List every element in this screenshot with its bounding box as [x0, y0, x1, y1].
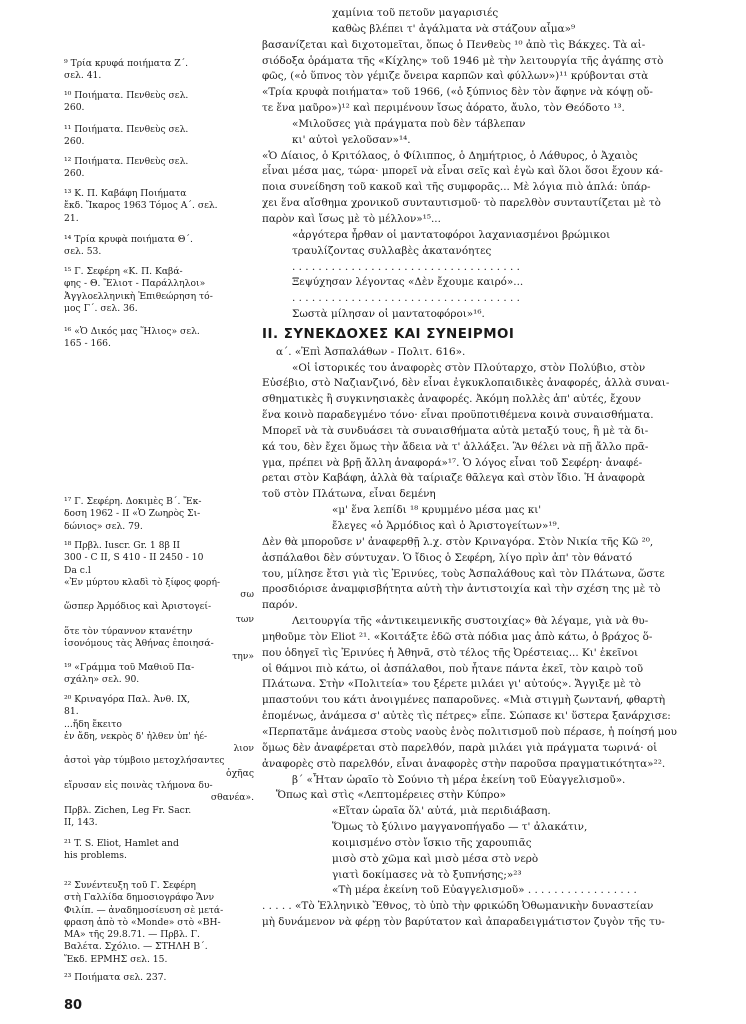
footnote-line: ὥσπερ Ἁρμόδιος καὶ Ἀριστογεί-	[64, 601, 212, 613]
footnote-line: Φιλίπ. — ἀναδημοσίευση σὲ μετά-	[64, 904, 224, 916]
footnote-line: φης - Θ. Ἔλιοτ - Παράλληλοι»	[64, 278, 206, 290]
footnote	[64, 266, 254, 315]
footnote-line: των	[235, 613, 254, 625]
text-line: οἱ θάμνοι πιὸ κάτω, οἱ ἀσπάλαθοι, ποὺ ἦτανε πάντα ἐκεῖ, τὸν καιρὸ τοῦ	[262, 662, 644, 675]
text-line: φῶς, («ὁ ὕπνος τὸν γέμιζε ὄνειρα καρπῶν καὶ φύλλων»)¹¹ κρύβονται στὰ	[262, 70, 649, 83]
footnote-line: ²³ Ποιήματα σελ. 237.	[64, 972, 167, 983]
text-line: «Ὁ Δίαιος, ὁ Κριτόλαος, ὁ Φίλιππος, ὁ Δημήτριος, ὁ Λάθυρος, ὁ Ἀχαιὸς	[262, 149, 638, 162]
footnote-line: φραση ἀπὸ τὸ «Monde» στὸ «ΒΗ-	[64, 916, 221, 928]
footnote	[64, 880, 254, 966]
text-line: τραυλίζοντας συλλαβὲς ἀκατανόητες	[292, 244, 492, 257]
text-line: . . . . . . . . . . . . . . . . . . . . . . . . . . . . . . . . . . .	[292, 292, 520, 305]
text-line: τε ἕνα μαῦρο»)¹² καὶ περιμένουν ἴσως ἀόρατο, ἄυλο, τὸν Θεόδοτο ¹³.	[262, 102, 625, 115]
footnote-line: ...ἤδη ἔκειτο	[64, 718, 122, 730]
footnote-line: ¹⁸ Πρβλ. Iuscr. Gr. 1 8β ΙΙ	[64, 540, 180, 551]
section-heading: II. ΣΥΝΕΚΔΟΧΕΣ ΚΑΙ ΣΥΝΕΙΡΜΟΙ	[262, 326, 515, 342]
footnote	[64, 58, 254, 83]
footnote-line: ²¹ T. S. Eliot, Hamlet and	[64, 838, 179, 849]
text-line: «Τὴ μέρα ἐκείνη τοῦ Εὐαγγελισμοῦ» . . . . . . . . . . . . . . . . .	[332, 884, 637, 897]
footnote-line: II, 143.	[64, 816, 98, 828]
text-line: κι' αὐτοὶ γελοῦσαν»¹⁴.	[292, 133, 411, 146]
footnote	[64, 156, 254, 181]
footnote-line: σελ. 53.	[64, 246, 102, 258]
text-line: ρεται στὸν Καβάφη, ἀλλὰ θὰ ταίριαζε θᾶλεγα καὶ στὸν ἴδιο. Ἡ ἀναφορὰ	[262, 472, 645, 485]
footnote-line: την»	[232, 650, 254, 662]
text-line: «μ' ἕνα λεπίδι ¹⁸ κρυμμένο μέσα μας κι'	[332, 504, 542, 517]
text-line: Μπορεῖ νὰ τὰ συνδυάσει τὰ συναισθήματα αὐτὰ μεταξύ τους, ἢ μὲ τὰ δι-	[262, 424, 649, 437]
footnote-line: 165 - 166.	[64, 338, 111, 350]
text-line: μπαστούνι του κάτι ἀνοιγμένες παπαροῦνες. «Μιὰ στιγμὴ ζωντανή, φθαρτὴ	[262, 694, 666, 707]
footnote-line: ²⁰ Κριναγόρα Παλ. Ἀνθ. ΙΧ,	[64, 694, 191, 705]
footnote-line: εἴρυσαν εἰς ποινὰς τλήμονα δυ-	[64, 780, 213, 792]
text-line: τοῦ στὸν Πλάτωνα, εἶναι δεμένη	[262, 488, 436, 501]
text-line: Σωστὰ μίλησαν οἱ μαντατοφόροι»¹⁶.	[292, 308, 485, 321]
footnote-line: σθανέα».	[210, 792, 254, 804]
footnote	[64, 838, 254, 863]
text-line: β΄ «Ἦταν ὡραῖο τὸ Σούνιο τὴ μέρα ἐκείνη τοῦ Εὐαγγελισμοῦ».	[292, 773, 626, 786]
footnote	[64, 694, 254, 829]
text-line: «Περπατᾶμε ἀνάμεσα στοὺς ναοὺς ἑνὸς πολιτισμοῦ ποὺ πέρασε, ἡ ποίησή μου	[262, 725, 677, 738]
footnote-line: Ἀγγλοελληνικὴ Ἐπιθεώρηση τό-	[64, 290, 213, 302]
footnote-line: δοση 1962 - ΙΙ «Ὁ Ζωηρὸς Σι-	[64, 508, 201, 520]
text-line: Ὅμως τὸ ξύλινο μαγγανοπήγαδο — τ' ἀλακάτιν,	[332, 821, 588, 834]
text-line: «ἀργότερα ἦρθαν οἱ μαντατοφόροι λαχανιασμένοι βρώμικοι	[292, 228, 611, 241]
footnote-line: ¹⁶ «Ὁ Δικός μας Ἥλιος» σελ.	[64, 326, 200, 337]
text-line: . . . . . «Τὸ Ἑλληνικὸ Ἔθνος, τὸ ὑπὸ τὴν φρικώδη Ὀθωμανικὴν δυναστείαν	[262, 900, 654, 913]
footnote-line: σχάλη» σελ. 90.	[64, 674, 140, 686]
footnote-line: ΜΑ» τῆς 29.8.71. — Πρβλ. Γ.	[64, 929, 200, 941]
footnote-line: ¹⁹ «Γράμμα τοῦ Μαθιοῦ Πα-	[64, 662, 195, 673]
footnote-line: ¹⁵ Γ. Σεφέρη «Κ. Π. Καβά-	[64, 266, 183, 277]
footnote-line: ἰσονόμους τὰς Ἀθήνας ἐποιησά-	[64, 638, 214, 650]
footnote-line: λιον	[233, 743, 254, 755]
text-line: παρόν.	[262, 599, 298, 612]
text-line: Πλάτωνα. Στὴν «Πολιτεία» του ξέρετε μιλάει γι' αὐτούς». Ἄγγιξε μὲ τὸ	[262, 678, 641, 691]
footnote-line: ⁹ Τρία κρυφά ποιήματα Ζ΄.	[64, 58, 189, 69]
footnote-line: ¹³ Κ. Π. Καβάφη Ποιήματα	[64, 188, 187, 199]
text-line: «Τρία κρυφὰ ποιήματα» τοῦ 1966, («ὁ ξύπνιος δὲν τὸν ἄφηνε νὰ κόψῃ οὔ-	[262, 86, 653, 99]
footnote-line: Ἔκδ. ΕΡΜΗΣ σελ. 15.	[64, 953, 168, 965]
text-line: βασανίζεται καὶ διχοτομεῖται, ὅπως ὁ Πενθεὺς ¹⁰ ἀπὸ τὶς Βάκχες. Τὰ αἰ-	[262, 38, 646, 51]
text-line: σιόδοξα ὁράματα τῆς «Κίχλης» τοῦ 1946 μὲ τὴν λειτουργία τῆς ἀγάπης στὸ	[262, 54, 664, 67]
text-line: . . . . . . . . . . . . . . . . . . . . . . . . . . . . . . . . . . .	[292, 260, 520, 273]
footnote-line: ¹⁴ Τρία κρυφὰ ποιήματα Θ΄.	[64, 234, 193, 245]
text-line: καθὼς βλέπει τ' ἀγάλματα νὰ στάζουν αἷμα»⁹	[332, 22, 576, 35]
text-line: που ὁδηγεῖ τὶς Ἐρινύες ἡ Ἀθηνᾶ, στὸ τέλος τῆς Ὀρέστειας... Κι' ἐκεῖνοι	[262, 646, 639, 659]
text-line: παρὸν καὶ ἴσως μὲ τὸ μέλλον»¹⁵...	[262, 212, 441, 225]
footnote-line: ¹² Ποιήματα. Πενθεὺς σελ.	[64, 156, 189, 167]
text-line: μὴ δυνάμενον νὰ φέρῃ τὸν βαρύτατον καὶ ἀπαραδειγμάτιστον ζυγὸν τῆς τυ-	[262, 916, 665, 929]
footnote-line: ἐν ἄδη, νεκρὸς δ' ἦλθεν ὑπ' ἠέ-	[64, 730, 208, 742]
text-line: μηθοῦμε τὸν Eliot ²¹. «Κοιτάξτε ἐδῶ στὰ πόδια μας ἀπὸ κάτω, ὁ βράχος ὅ-	[262, 630, 653, 643]
text-line: γμα, πρέπει νὰ βρῇ ἄλλη ἀναφορά»¹⁷. Ὁ λόγος εἶναι τοῦ Σεφέρη· ἀναφέ-	[262, 456, 643, 469]
text-line: ἐπομένως, ἀνάμεσα σ' αὐτὲς τὶς πέτρες» εἶπε. Σώπασε κι' ὕστερα ξανάρχισε:	[262, 710, 671, 723]
footnote	[64, 540, 254, 663]
footnote	[64, 90, 254, 115]
text-line: χει ἕνα αἴσθημα χρονικοῦ συνταυτισμοῦ· τὸ παρελθὸν συνταυτίζεται μὲ τὸ	[262, 197, 661, 210]
footnote-line: 81.	[64, 706, 79, 718]
footnote-line: 260.	[64, 168, 85, 180]
text-line: Ξεψύχησαν λέγοντας «Δὲν ἔχουμε καιρό»...	[292, 276, 524, 289]
footnote-line: ²² Συνέντευξη τοῦ Γ. Σεφέρη	[64, 880, 196, 891]
footnote-line: ¹⁷ Γ. Σεφέρη. Δοκιμὲς Β΄. Ἔκ-	[64, 496, 202, 507]
text-line: εἶναι μέσα μας, τώρα· μπορεῖ νὰ εἶναι σεῖς καὶ ἐγὼ καὶ ὅλοι ὅσοι ἔχουν κά-	[262, 165, 663, 178]
footnote-line: ἔκδ. Ἴκαρος 1963 Τόμος Α΄. σελ.	[64, 200, 218, 212]
footnote-line: ὀχῆας	[226, 767, 254, 779]
footnote-line: ὅτε τὸν τύραννον κτανέτην	[64, 626, 193, 638]
text-line: ἀσπάλαθοι δὲν σύντυχαν. Ὁ ἴδιος ὁ Σεφέρη, λίγο πρὶν ἀπ' τὸν θάνατό	[262, 551, 633, 564]
text-line: ἔλεγες «ὁ Ἁρμόδιος καὶ ὁ Ἀριστογείτων»¹⁹.	[332, 520, 560, 532]
footnote-line: ἀστοὶ γὰρ τύμβοιο μετοχλήσαντες	[64, 755, 225, 767]
text-line: Ὅπως καὶ στὶς «Λεπτομέρειες στὴν Κύπρο»	[276, 789, 506, 802]
footnote-line: 300 - C II, S 410 - II 2450 - 10	[64, 552, 204, 564]
footnote-line: 260.	[64, 136, 85, 148]
footnote	[64, 234, 254, 259]
text-line: κοιμισμένο στὸν ἴσκιο τῆς χαρουπιᾶς	[332, 836, 532, 849]
footnote-line: ¹⁰ Ποιήματα. Πενθεὺς σελ.	[64, 90, 189, 101]
text-line: α΄. «Ἐπὶ Ἀσπαλάθων - Πολιτ. 616».	[276, 345, 466, 358]
text-line: Εὐσέβιο, στὸ Ναζιανζινό, δὲν εἶναι ἐγκυκλοπαιδικὲς ἀναφορές, ἀλλὰ συναι-	[262, 377, 670, 390]
text-line: «Εἴταν ὡραῖα ὅλ' αὐτά, μιὰ περιδιάβαση.	[332, 805, 551, 818]
footnote	[64, 326, 254, 351]
footnote-line: σω	[240, 589, 254, 601]
footnote-line: δώνιος» σελ. 79.	[64, 520, 143, 532]
text-line: Δὲν θὰ μποροῦσε ν' ἀναφερθῇ λ.χ. στὸν Κριναγόρα. Στὸν Νικία τῆς Κῶ ²⁰,	[262, 535, 654, 548]
footnote-line: 260.	[64, 102, 85, 114]
footnote	[64, 496, 254, 533]
text-line: ἀναφορὲς στὸ παρελθόν, εἶναι ἀναφορὲς στὴν παροῦσα πραγματικότητα»²².	[262, 757, 666, 770]
text-line: μισὸ στὸ χῶμα καὶ μισὸ μέσα στὸ νερὸ	[332, 852, 539, 865]
text-line: ὅμως δὲν ἀναφέρεται στὸ παρελθόν, παρὰ μιλάει γιὰ πράγματα τωρινά· οἱ	[262, 741, 658, 754]
page-number: 80	[64, 998, 83, 1013]
text-line: Λειτουργία τῆς «ἀντικειμενικῆς συστοιχίας» θὰ λέγαμε, γιὰ νὰ θυ-	[292, 615, 649, 628]
footnote-line: 21.	[64, 212, 79, 224]
text-line: ἕνα κοινὸ παραδεγμένο τόνο· εἶναι προϋποτιθέμενα κοινὰ συναισθήματα.	[262, 409, 654, 422]
text-line: ποια συνείδηση τοῦ κακοῦ καὶ τῆς συμφορᾶς... Μὲ λόγια πιὸ ἁπλά: ὑπάρ-	[262, 181, 651, 194]
footnote-line: Da c.l	[64, 564, 91, 576]
footnote-line: σελ. 41.	[64, 70, 102, 82]
footnote-line: ¹¹ Ποιήματα. Πενθεὺς σελ.	[64, 124, 189, 135]
text-line: σθηματικὲς ἢ συγκινησιακὲς ἀναφορές. Ἀκόμη πολλὲς ἀπ' αὐτές, ἔχουν	[262, 393, 641, 406]
footnote	[64, 188, 254, 225]
footnote-line: Βαλέτα. Σχόλιο. — ΣΤΗΛΗ Β΄.	[64, 941, 208, 953]
main-text-column	[262, 6, 718, 931]
footnote-line: στὴ Γαλλίδα δημοσιογράφο Ἄνν	[64, 892, 215, 904]
text-line: «Μιλοῦσες γιὰ πράγματα ποὺ δὲν τάβλεπαν	[292, 117, 526, 130]
text-line: χαμίνια τοῦ πετοῦν μαγαρισιές	[332, 7, 499, 19]
footnote-line: μος Γ΄. σελ. 36.	[64, 302, 138, 314]
text-line: προσδιόρισε ἀναμφισβήτητα αὐτὴ τὴν ἀντιστοιχία καὶ τὴν σχέση της μὲ τὸ	[262, 583, 661, 596]
text-line: «Οἱ ἱστορικές του ἀναφορὲς στὸν Πλούταρχο, στὸν Πολύβιο, στὸν	[292, 361, 646, 374]
footnote	[64, 124, 254, 149]
footnote	[64, 972, 254, 984]
footnote-line: Πρβλ. Zichen, Leg Fr. Sacr.	[64, 804, 192, 816]
footnote-line: «Ἐν μύρτου κλαδὶ τὸ ξίφος φορή-	[64, 576, 221, 588]
footnote-line: his problems.	[64, 850, 127, 862]
text-line: του, μίλησε ἔτσι γιὰ τὶς Ἐρινύες, τοὺς Ἀσπαλάθους καὶ τὸν Πλάτωνα, ὥστε	[262, 567, 665, 580]
text-line: γιατὶ δοκίμασες νὰ τὸ ξυπνήσης;»²³	[332, 868, 522, 881]
footnote	[64, 662, 254, 687]
text-line: κά του, δὲν ἔχει ὅμως τὴν ἄδεια νὰ τ' ἀλλάξει. Ἂν θέλει νὰ πῇ ἄλλο πρᾶ-	[262, 440, 649, 453]
